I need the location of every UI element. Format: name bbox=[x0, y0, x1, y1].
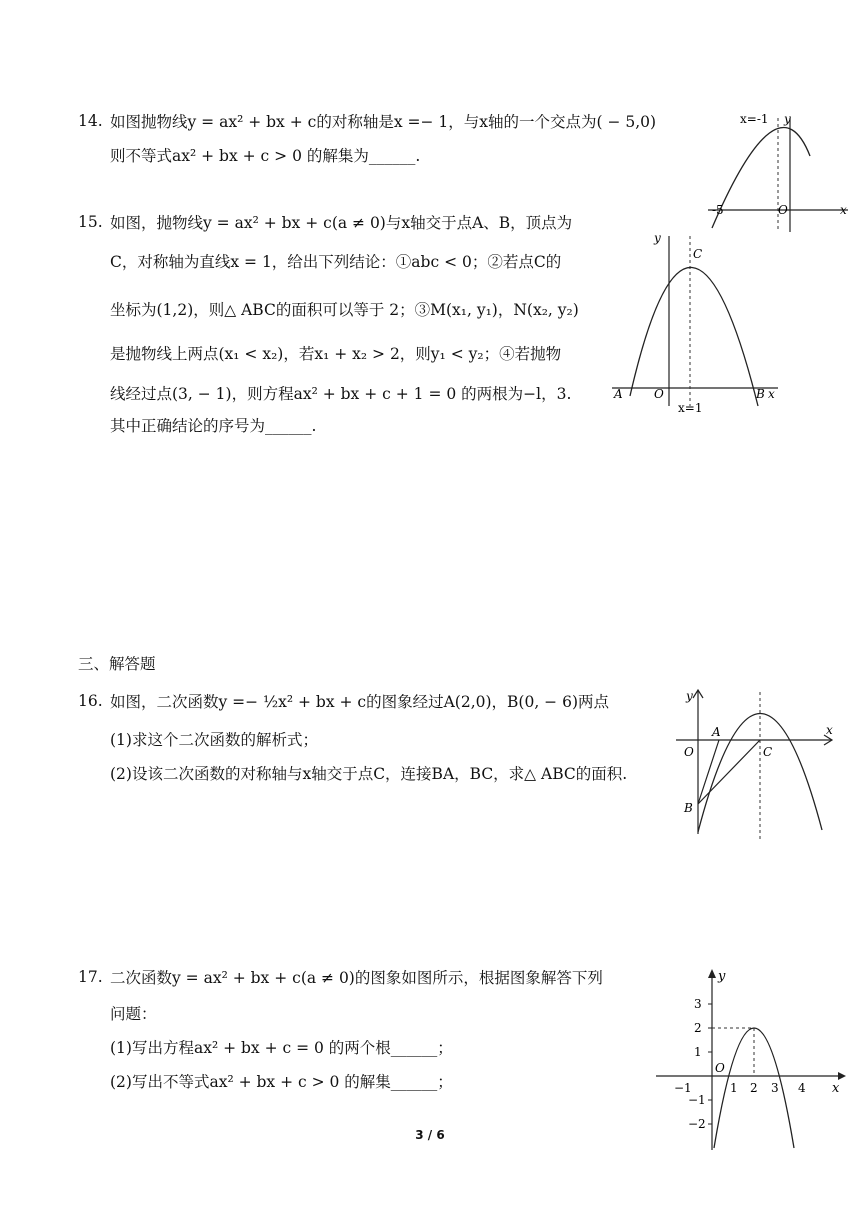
q14-figure bbox=[700, 108, 860, 234]
q15-figure bbox=[608, 228, 788, 416]
q16-x-label: x bbox=[826, 723, 833, 737]
q15-line-4: 是抛物线上两点(x₁ < x₂)，若x₁ + x₂ > 2，则y₁ < y₂；④若抛物 bbox=[110, 345, 562, 363]
q15-x-label: x bbox=[768, 387, 775, 401]
q17-x-tick-4: 4 bbox=[798, 1081, 806, 1095]
q16-point-a: A bbox=[712, 725, 721, 739]
q14-tick: -5 bbox=[712, 203, 724, 217]
q15-point-b: B bbox=[756, 387, 765, 401]
q17-x-tick-3: 3 bbox=[771, 1081, 779, 1095]
q17-y-tick-neg2: −2 bbox=[688, 1117, 706, 1131]
q15-line-5: 线经过点(3, − 1)，则方程ax² + bx + c + 1 = 0 的两根为−l，3. bbox=[110, 385, 572, 403]
q16-origin: O bbox=[684, 745, 694, 759]
q15-line-2: C，对称轴为直线x = 1，给出下列结论：①abc < 0；②若点C的 bbox=[110, 253, 562, 271]
q17-y-label: y bbox=[718, 969, 726, 984]
q14-origin: O bbox=[778, 203, 788, 217]
q14-y-label: y bbox=[784, 112, 791, 126]
q17-line-2: 问题： bbox=[110, 1005, 157, 1023]
q14-line-1: 如图抛物线y = ax² + bx + c的对称轴是x =− 1，与x轴的一个交点为( − 5,0) bbox=[110, 113, 657, 131]
q16-line-1: 如图，二次函数y =− ½x² + bx + c的图象经过A(2,0)，B(0, − 6)两点 bbox=[110, 693, 610, 711]
page-number: 3 / 6 bbox=[415, 1128, 445, 1142]
q17-origin: O bbox=[715, 1061, 725, 1075]
q15-axis-label: x=1 bbox=[678, 401, 703, 415]
q15-line-3: 坐标为(1,2)，则△ ABC的面积可以等于 2；③M(x₁, y₁)，N(x₂, y₂) bbox=[110, 301, 579, 319]
q15-y-label: y bbox=[654, 231, 661, 245]
q16-y-label: y bbox=[686, 689, 693, 703]
q16-number: 16. bbox=[78, 692, 103, 710]
q16-point-b: B bbox=[684, 801, 693, 815]
q17-line-4: (2)写出不等式ax² + bx + c > 0 的解集______； bbox=[110, 1073, 453, 1091]
q14-line-2: 则不等式ax² + bx + c > 0 的解集为______. bbox=[110, 147, 421, 165]
q17-y-tick-2: 2 bbox=[694, 1021, 702, 1035]
q14-axis-label: x=-1 bbox=[740, 112, 769, 126]
section-title: 三、解答题 bbox=[78, 655, 156, 673]
q15-origin: O bbox=[654, 387, 664, 401]
q16-figure bbox=[672, 684, 840, 844]
q15-point-a: A bbox=[614, 387, 623, 401]
q14-number: 14. bbox=[78, 112, 103, 130]
q17-y-tick-neg1: −1 bbox=[688, 1093, 706, 1107]
q15-line-6: 其中正确结论的序号为______. bbox=[110, 417, 317, 435]
q14-x-label: x bbox=[840, 203, 847, 217]
q17-x-tick-1: 1 bbox=[730, 1081, 738, 1095]
q15-vertex-label: C bbox=[693, 247, 703, 261]
q15-number: 15. bbox=[78, 213, 103, 231]
q16-line-2: (1)求这个二次函数的解析式； bbox=[110, 731, 318, 749]
q17-y-tick-1: 1 bbox=[694, 1045, 702, 1059]
q16-point-c: C bbox=[763, 745, 773, 759]
q17-y-tick-3: 3 bbox=[694, 997, 702, 1011]
q17-x-tick-2: 2 bbox=[750, 1081, 758, 1095]
q17-line-3: (1)写出方程ax² + bx + c = 0 的两个根______； bbox=[110, 1039, 453, 1057]
q17-number: 17. bbox=[78, 968, 103, 986]
q17-x-label: x bbox=[832, 1081, 840, 1096]
q17-figure bbox=[652, 966, 848, 1152]
q16-line-3: (2)设该二次函数的对称轴与x轴交于点C，连接BA，BC，求△ ABC的面积. bbox=[110, 765, 628, 783]
q15-line-1: 如图，抛物线y = ax² + bx + c(a ≠ 0)与x轴交于点A、B，顶点为 bbox=[110, 214, 573, 232]
q17-line-1: 二次函数y = ax² + bx + c(a ≠ 0)的图象如图所示，根据图象解答下列 bbox=[110, 969, 603, 987]
q17-x-tick-neg1: −1 bbox=[674, 1081, 692, 1095]
